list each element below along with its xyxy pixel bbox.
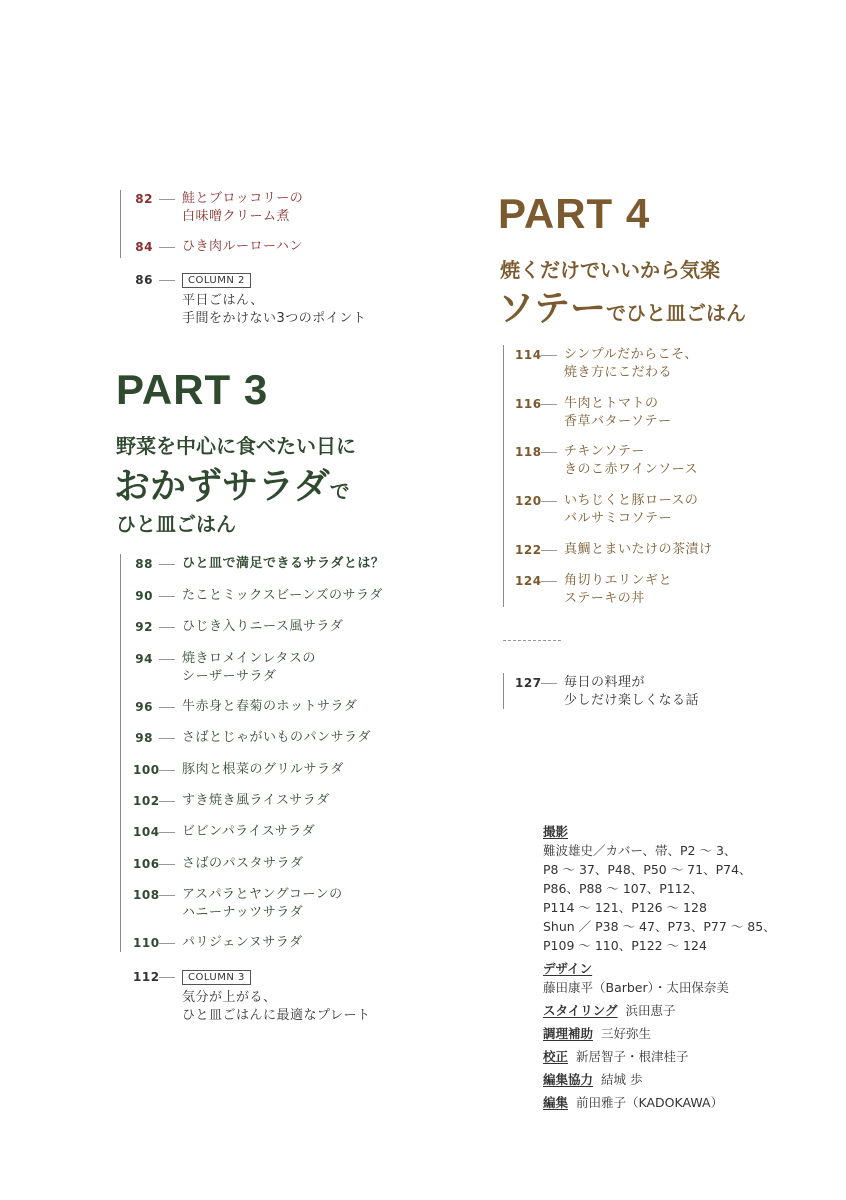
leader-dash [159,247,175,256]
entry-title: 気分が上がる、 ひと皿ごはんに最適なプレート [182,990,371,1023]
entry-title: 牛赤身と春菊のホットサラダ [182,699,358,714]
credit-cooking-value: 三好弥生 [601,1026,652,1041]
page-number: 116 [515,397,542,411]
page-number: 100 [133,763,160,777]
leader-dash [159,564,175,573]
leader-dash [159,659,175,686]
part3-heading: PART 3 [116,366,269,413]
leader-dash [159,596,175,605]
credit-photo-line: P109 〜 110、P122 〜 124 [543,938,707,953]
entry-title: ビビンパライスサラダ [182,824,316,839]
entry-title: アスパラとヤングコーンの ハニーナッツサラダ [182,887,343,920]
toc-entry[interactable] [133,587,383,605]
page-number: 114 [515,348,542,362]
toc-entry[interactable] [133,618,343,636]
toc-rule-part2 [120,190,121,258]
page-number: 96 [135,700,153,714]
leader-dash [541,452,557,479]
toc-entry[interactable] [133,698,357,716]
toc-rule-part4 [503,345,504,607]
page-number: 127 [515,676,542,690]
toc-entry[interactable] [515,443,698,479]
part4-subtitle: 焼くだけでいいから気楽 [500,258,720,282]
leader-dash [159,770,175,779]
toc-entry[interactable] [133,886,343,922]
leader-dash [541,501,557,528]
entry-title: パリジェンヌサラダ [182,935,303,950]
entry-title: 牛肉とトマトの 香草バターソテー [564,396,672,429]
toc-entry[interactable] [133,190,303,226]
leader-dash [159,738,175,747]
column-badge: COLUMN 2 [182,273,251,288]
credit-label-edit-coop: 編集協力 [543,1072,594,1087]
part4-title-line [498,280,746,331]
credit-proof-value: 新居智子・根津桂子 [576,1049,689,1064]
page-number: 92 [135,620,153,634]
credit-styling-value: 浜田恵子 [625,1003,676,1018]
entry-title: 豚肉と根菜のグリルサラダ [182,762,344,777]
credit-photo-line: P86、P88 〜 107、P112、 [543,881,704,896]
entry-title: チキンソテー きのこ赤ワインソース [564,444,698,477]
page-number: 112 [133,970,160,984]
page-number: 122 [515,543,542,557]
credit-photo-line: 難波雄史／カバー、帯、P2 〜 3、 [543,843,737,858]
credit-label-design: デザイン [543,961,593,976]
toc-entry-column[interactable] [133,968,370,1025]
page-number: 88 [135,557,153,571]
toc-entry[interactable] [133,823,315,841]
entry-title: 鮭とブロッコリーの 白味噌クリーム煮 [182,191,304,224]
leader-dash [159,801,175,810]
toc-entry[interactable] [515,492,698,528]
page-number: 84 [135,240,153,254]
entry-title: 焼きロメインレタスの シーザーサラダ [182,651,316,684]
credit-edit-coop-value: 結城 歩 [601,1072,643,1087]
leader-dash [541,550,557,559]
page-number: 90 [135,589,153,603]
entry-title: さばとじゃがいものパンサラダ [182,730,371,745]
credit-edit-value: 前田雅子（KADOKAWA） [576,1095,724,1110]
credit-label-styling: スタイリング [543,1003,618,1018]
page-number: 120 [515,494,542,508]
toc-entry[interactable] [515,346,698,382]
page-number: 108 [133,888,160,902]
toc-entry[interactable] [133,934,303,952]
toc-entry[interactable] [515,395,671,431]
entry-title: シンプルだからこそ、 焼き方にこだわる [564,347,698,380]
credit-photo-line: P8 〜 37、P48、P50 〜 71、P74、 [543,862,752,877]
part3-title-big: おかずサラダ [114,466,330,507]
leader-dash [541,581,557,608]
entry-title: 毎日の料理が 少しだけ楽しくなる話 [564,675,700,708]
credit-label-edit: 編集 [543,1095,569,1110]
part3-title-tail: ひと皿ごはん [116,512,236,536]
entry-title: ひじき入りニース風サラダ [182,619,344,634]
page-number: 82 [135,192,153,206]
page-number: 102 [133,794,160,808]
part4-heading: PART 4 [498,190,651,237]
leader-dash [159,864,175,873]
toc-entry[interactable] [133,238,303,256]
page-number: 118 [515,445,542,459]
toc-entry[interactable] [515,674,699,710]
credit-photo-line: P114 〜 121、P126 〜 128 [543,900,707,915]
leader-dash [159,977,175,1025]
toc-rule-end [503,673,504,709]
entry-title: いちじくと豚ロースの バルサミコソテー [564,493,699,526]
page-number: 106 [133,857,160,871]
toc-entry[interactable] [133,729,371,747]
page-number: 86 [135,273,153,287]
toc-entry[interactable] [133,761,344,779]
page-number: 124 [515,574,542,588]
leader-dash [541,683,557,710]
toc-entry-column[interactable] [133,271,366,328]
leader-dash [159,199,175,226]
leader-dash [159,280,175,328]
part3-title-line [114,458,350,509]
entry-title: さばのパスタサラダ [182,856,304,871]
leader-dash [159,895,175,922]
toc-entry[interactable] [515,541,713,559]
part3-subtitle: 野菜を中心に食べたい日に [116,434,356,458]
credit-label-cooking: 調理補助 [543,1026,594,1041]
page-number: 98 [135,731,153,745]
entry-title: たことミックスビーンズのサラダ [182,588,383,603]
toc-entry[interactable] [515,572,672,608]
toc-entry[interactable] [133,650,316,686]
page-number: 94 [135,652,153,666]
part4-title-big: ソテー [498,288,607,329]
entry-title: ひと皿で満足できるサラダとは？ [182,556,385,571]
credits [543,822,776,1112]
entry-title: 真鯛とまいたけの茶漬け [564,542,713,557]
credit-design-value: 藤田康平（Barber）・太田保奈美 [543,980,729,995]
leader-dash [159,707,175,716]
entry-title: 平日ごはん、 手間をかけない3つのポイント [182,293,367,326]
page-number: 110 [133,936,160,950]
toc-entry[interactable] [133,855,303,873]
leader-dash [159,943,175,952]
leader-dash [159,627,175,636]
entry-title: ひき肉ルーローハン [182,239,303,254]
column-badge: COLUMN 3 [182,970,251,985]
credit-photo-line: Shun ／ P38 〜 47、P73、P77 〜 85、 [543,919,776,934]
toc-entry[interactable] [133,792,330,810]
entry-title: すき焼き風ライスサラダ [182,793,330,808]
toc-rule-part3 [120,554,121,952]
part4-title-rest: でひと皿ごはん [606,301,747,325]
part3-title-de: で [329,479,350,503]
leader-dash [541,355,557,382]
leader-dash [159,832,175,841]
toc-entry[interactable] [133,555,384,573]
leader-dash [541,404,557,431]
page-number: 104 [133,825,160,839]
section-divider [503,640,561,641]
credit-label-photo: 撮影 [543,824,569,839]
credit-label-proof: 校正 [543,1049,569,1064]
entry-title: 角切りエリンギと ステーキの丼 [564,573,673,606]
